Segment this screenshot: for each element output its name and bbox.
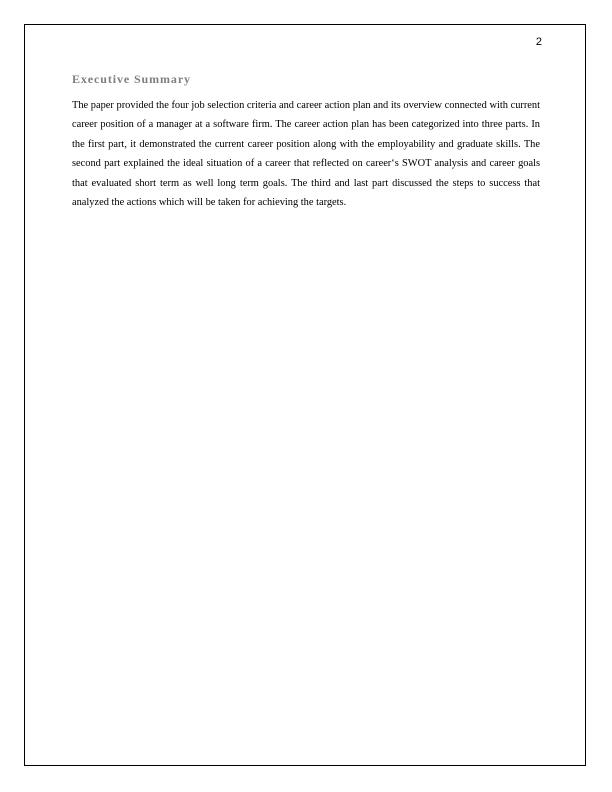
page-number: 2	[535, 36, 542, 48]
executive-summary-paragraph: The paper provided the four job selection criteria and career action plan and its overview connected with current career position of a manager at a software firm. The career action plan has been categorized into three parts. In the first part, it demonstrated the current career position along with the employability and graduate skills. The second part explained the ideal situation of a career that reflected on career‘s SWOT analysis and career goals that evaluated short term as well long term goals. The third and last part discussed the steps to success that analyzed the actions which will be taken for achieving the targets.	[72, 100, 540, 209]
section-heading: Executive Summary	[72, 72, 191, 86]
